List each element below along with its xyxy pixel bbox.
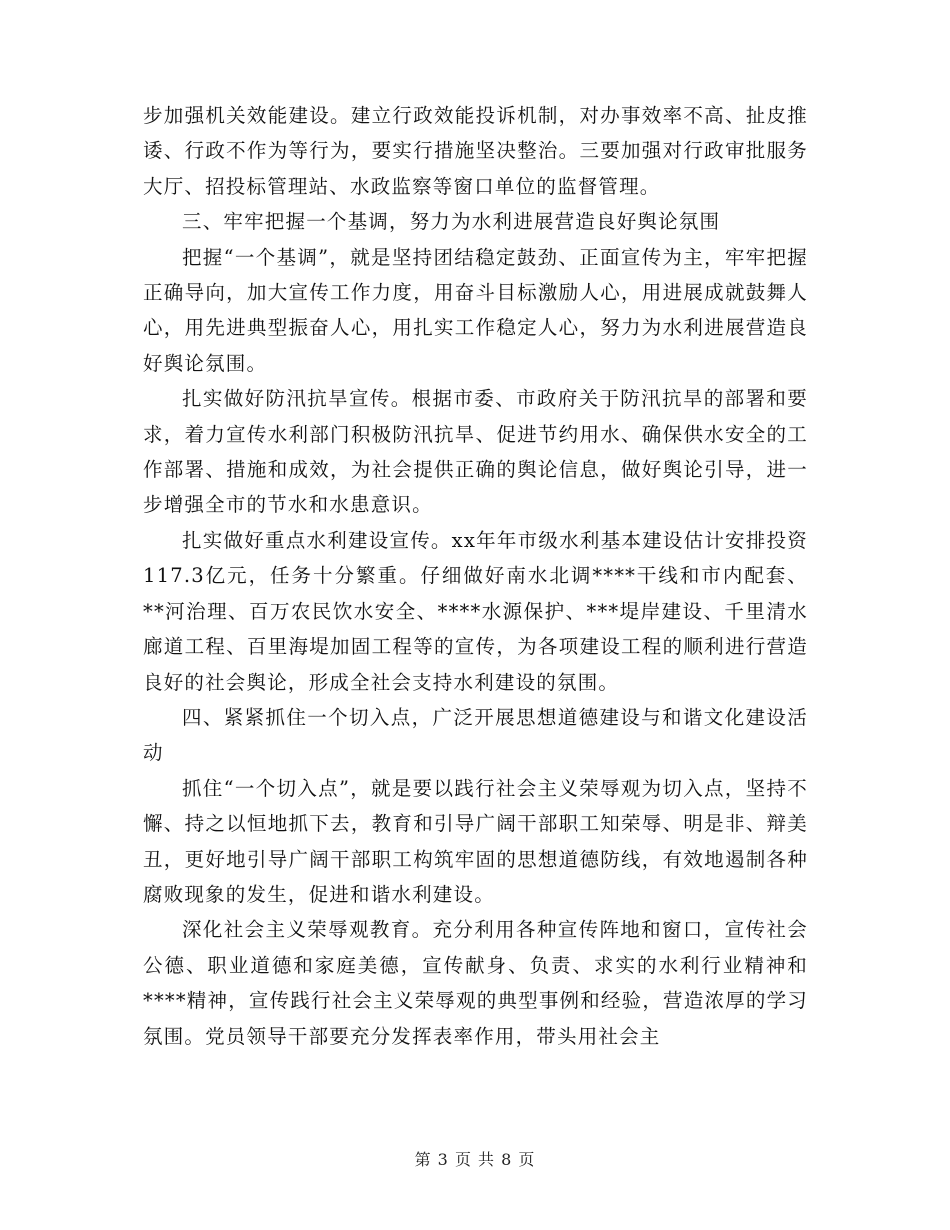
paragraph: 把握“一个基调”，就是坚持团结稳定鼓劲、正面宣传为主，牢牢把握正确导向，加大宣传工作力度，用奋斗目标激励人心，用进展成就鼓舞人心，用先进典型振奋人心，用扎实工作稳定人心，努力为水利进展营造良好舆论氛围。 xyxy=(143,245,808,375)
paragraph: 抓住“一个切入点”，就是要以践行社会主义荣辱观为切入点，坚持不懈、持之以恒地抓下去，教育和引导广阔干部职工知荣辱、明是非、辩美丑，更好地引导广阔干部职工构筑牢固的思想道德防线，有效地遏制各种腐败现象的发生，促进和谐水利建设。 xyxy=(143,776,808,906)
paragraph: 深化社会主义荣辱观教育。充分利用各种宣传阵地和窗口，宣传社会公德、职业道德和家庭美德，宣传献身、负责、求实的水利行业精神和****精神，宣传践行社会主义荣辱观的典型事例和经验，营造浓厚的学习氛围。党员领导干部要充分发挥表率作用，带头用社会主 xyxy=(143,918,808,1048)
section-heading-3: 三、牢牢把握一个基调，努力为水利进展营造良好舆论氛围 xyxy=(182,210,721,234)
document-body xyxy=(143,98,808,1054)
paragraph: 扎实做好重点水利建设宣传。xx年年市级水利基本建设估计安排投资117.3亿元，任务十分繁重。仔细做好南水北调****干线和市内配套、**河治理、百万农民饮水安全、****水源保护、***堤岸建设、千里清水廊道工程、百里海堤加固工程等的宣传，为各项建设工程的顺利进行营造良好的社会舆论，形成全社会支持水利建设的氛围。 xyxy=(143,528,808,694)
page-number-footer: 第 3 页 共 8 页 xyxy=(414,1150,536,1169)
section-heading-4: 四、紧紧抓住一个切入点，广泛开展思想道德建设与和谐文化建设活动 xyxy=(143,705,808,765)
paragraph-continuation: 步加强机关效能建设。建立行政效能投诉机制，对办事效率不高、扯皮推诿、行政不作为等行为，要实行措施坚决整治。三要加强对行政审批服务大厅、招投标管理站、水政监察等窗口单位的监督管理。 xyxy=(143,104,808,198)
paragraph: 扎实做好防汛抗旱宣传。根据市委、市政府关于防汛抗旱的部署和要求，着力宣传水利部门积极防汛抗旱、促进节约用水、确保供水安全的工作部署、措施和成效，为社会提供正确的舆论信息，做好舆论引导，进一步增强全市的节水和水患意识。 xyxy=(143,387,808,517)
